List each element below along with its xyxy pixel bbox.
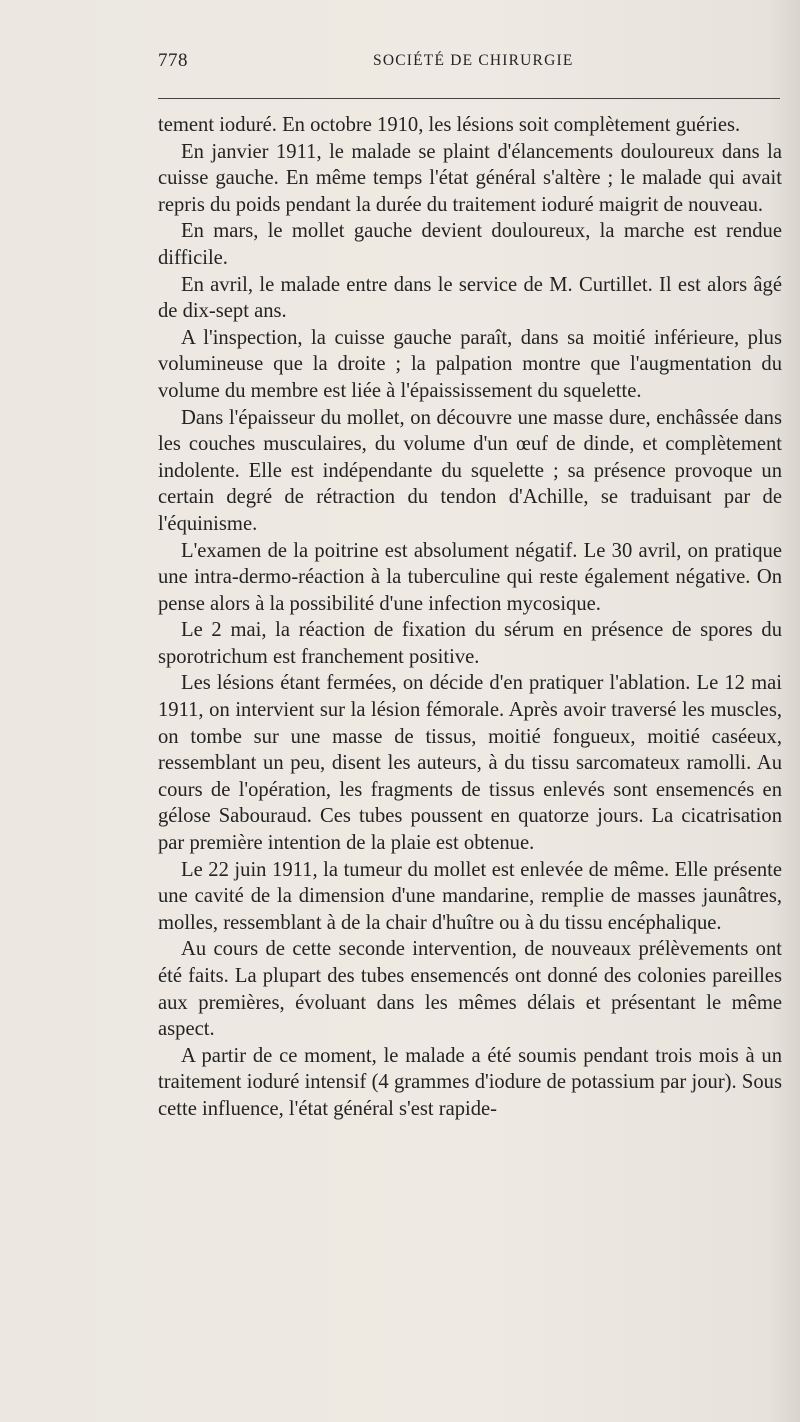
paragraph: Les lésions étant fermées, on décide d'en pratiquer l'ablation. Le 12 mai 1911, on intervient sur la lésion fémorale. Après avoir traversé les muscles, on tombe sur une masse de tissus, moitié fongueux, moitié caséeux, ressemblant un peu, disent les auteurs, à du tissu sarcomateux ramolli. Au cours de l'opération, les fragments de tissus enlevés sont ensemencés en gélose Sabouraud. Ces tubes poussent en quatorze jours. La cicatrisation par première intention de la plaie est obtenue. [158, 672, 782, 855]
body-text [158, 112, 782, 1123]
paragraph: En avril, le malade entre dans le service de M. Curtillet. Il est alors âgé de dix-sept ans. [158, 273, 782, 323]
paragraph: En mars, le mollet gauche devient douloureux, la marche est rendue difficile. [158, 220, 782, 269]
paragraph: Le 2 mai, la réaction de fixation du sérum en présence de spores du sporotrichum est franchement positive. [158, 619, 782, 668]
paragraph: A partir de ce moment, le malade a été soumis pendant trois mois à un traitement ioduré intensif (4 grammes d'iodure de potassium par jour). Sous cette influence, l'état général s'est rapide- [158, 1044, 782, 1120]
page-number: 778 [158, 50, 188, 71]
paragraph: A l'inspection, la cuisse gauche paraît, dans sa moitié inférieure, plus volumineuse que la droite ; la palpation montre que l'augmentation du volume du membre est liée à l'épaississement du squelette. [158, 326, 782, 402]
paragraph: Dans l'épaisseur du mollet, on découvre une masse dure, enchâssée dans les couches musculaires, du volume d'un œuf de dinde, et complètement indolente. Elle est indépendante du squelette ; sa présence provoque un certain degré de rétraction du tendon d'Achille, se traduisant par de l'équinisme. [158, 406, 782, 535]
paragraph: En janvier 1911, le malade se plaint d'élancements douloureux dans la cuisse gauche. En même temps l'état général s'altère ; le malade qui avait repris du poids pendant la durée du traitement ioduré maigrit de nouveau. [158, 140, 782, 216]
header-rule [158, 98, 780, 99]
paragraph: tement ioduré. En octobre 1910, les lésions soit complètement guéries. [158, 114, 741, 136]
paragraph: Au cours de cette seconde intervention, de nouveaux prélèvements ont été faits. La plupart des tubes ensemencés ont donné des colonies pareilles aux premières, évoluant dans les mêmes délais et présentant le même aspect. [158, 938, 782, 1041]
page-header [158, 50, 778, 80]
paragraph: L'examen de la poitrine est absolument négatif. Le 30 avril, on pratique une intra-dermo-réaction à la tuberculine qui reste également négative. On pense alors à la possibilité d'une infection mycosique. [158, 539, 782, 615]
paragraph: Le 22 juin 1911, la tumeur du mollet est enlevée de même. Elle présente une cavité de la dimension d'une mandarine, remplie de masses jaunâtres, molles, ressemblant à de la chair d'huître ou à du tissu encéphalique. [158, 858, 782, 934]
running-head: SOCIÉTÉ DE CHIRURGIE [373, 52, 574, 69]
